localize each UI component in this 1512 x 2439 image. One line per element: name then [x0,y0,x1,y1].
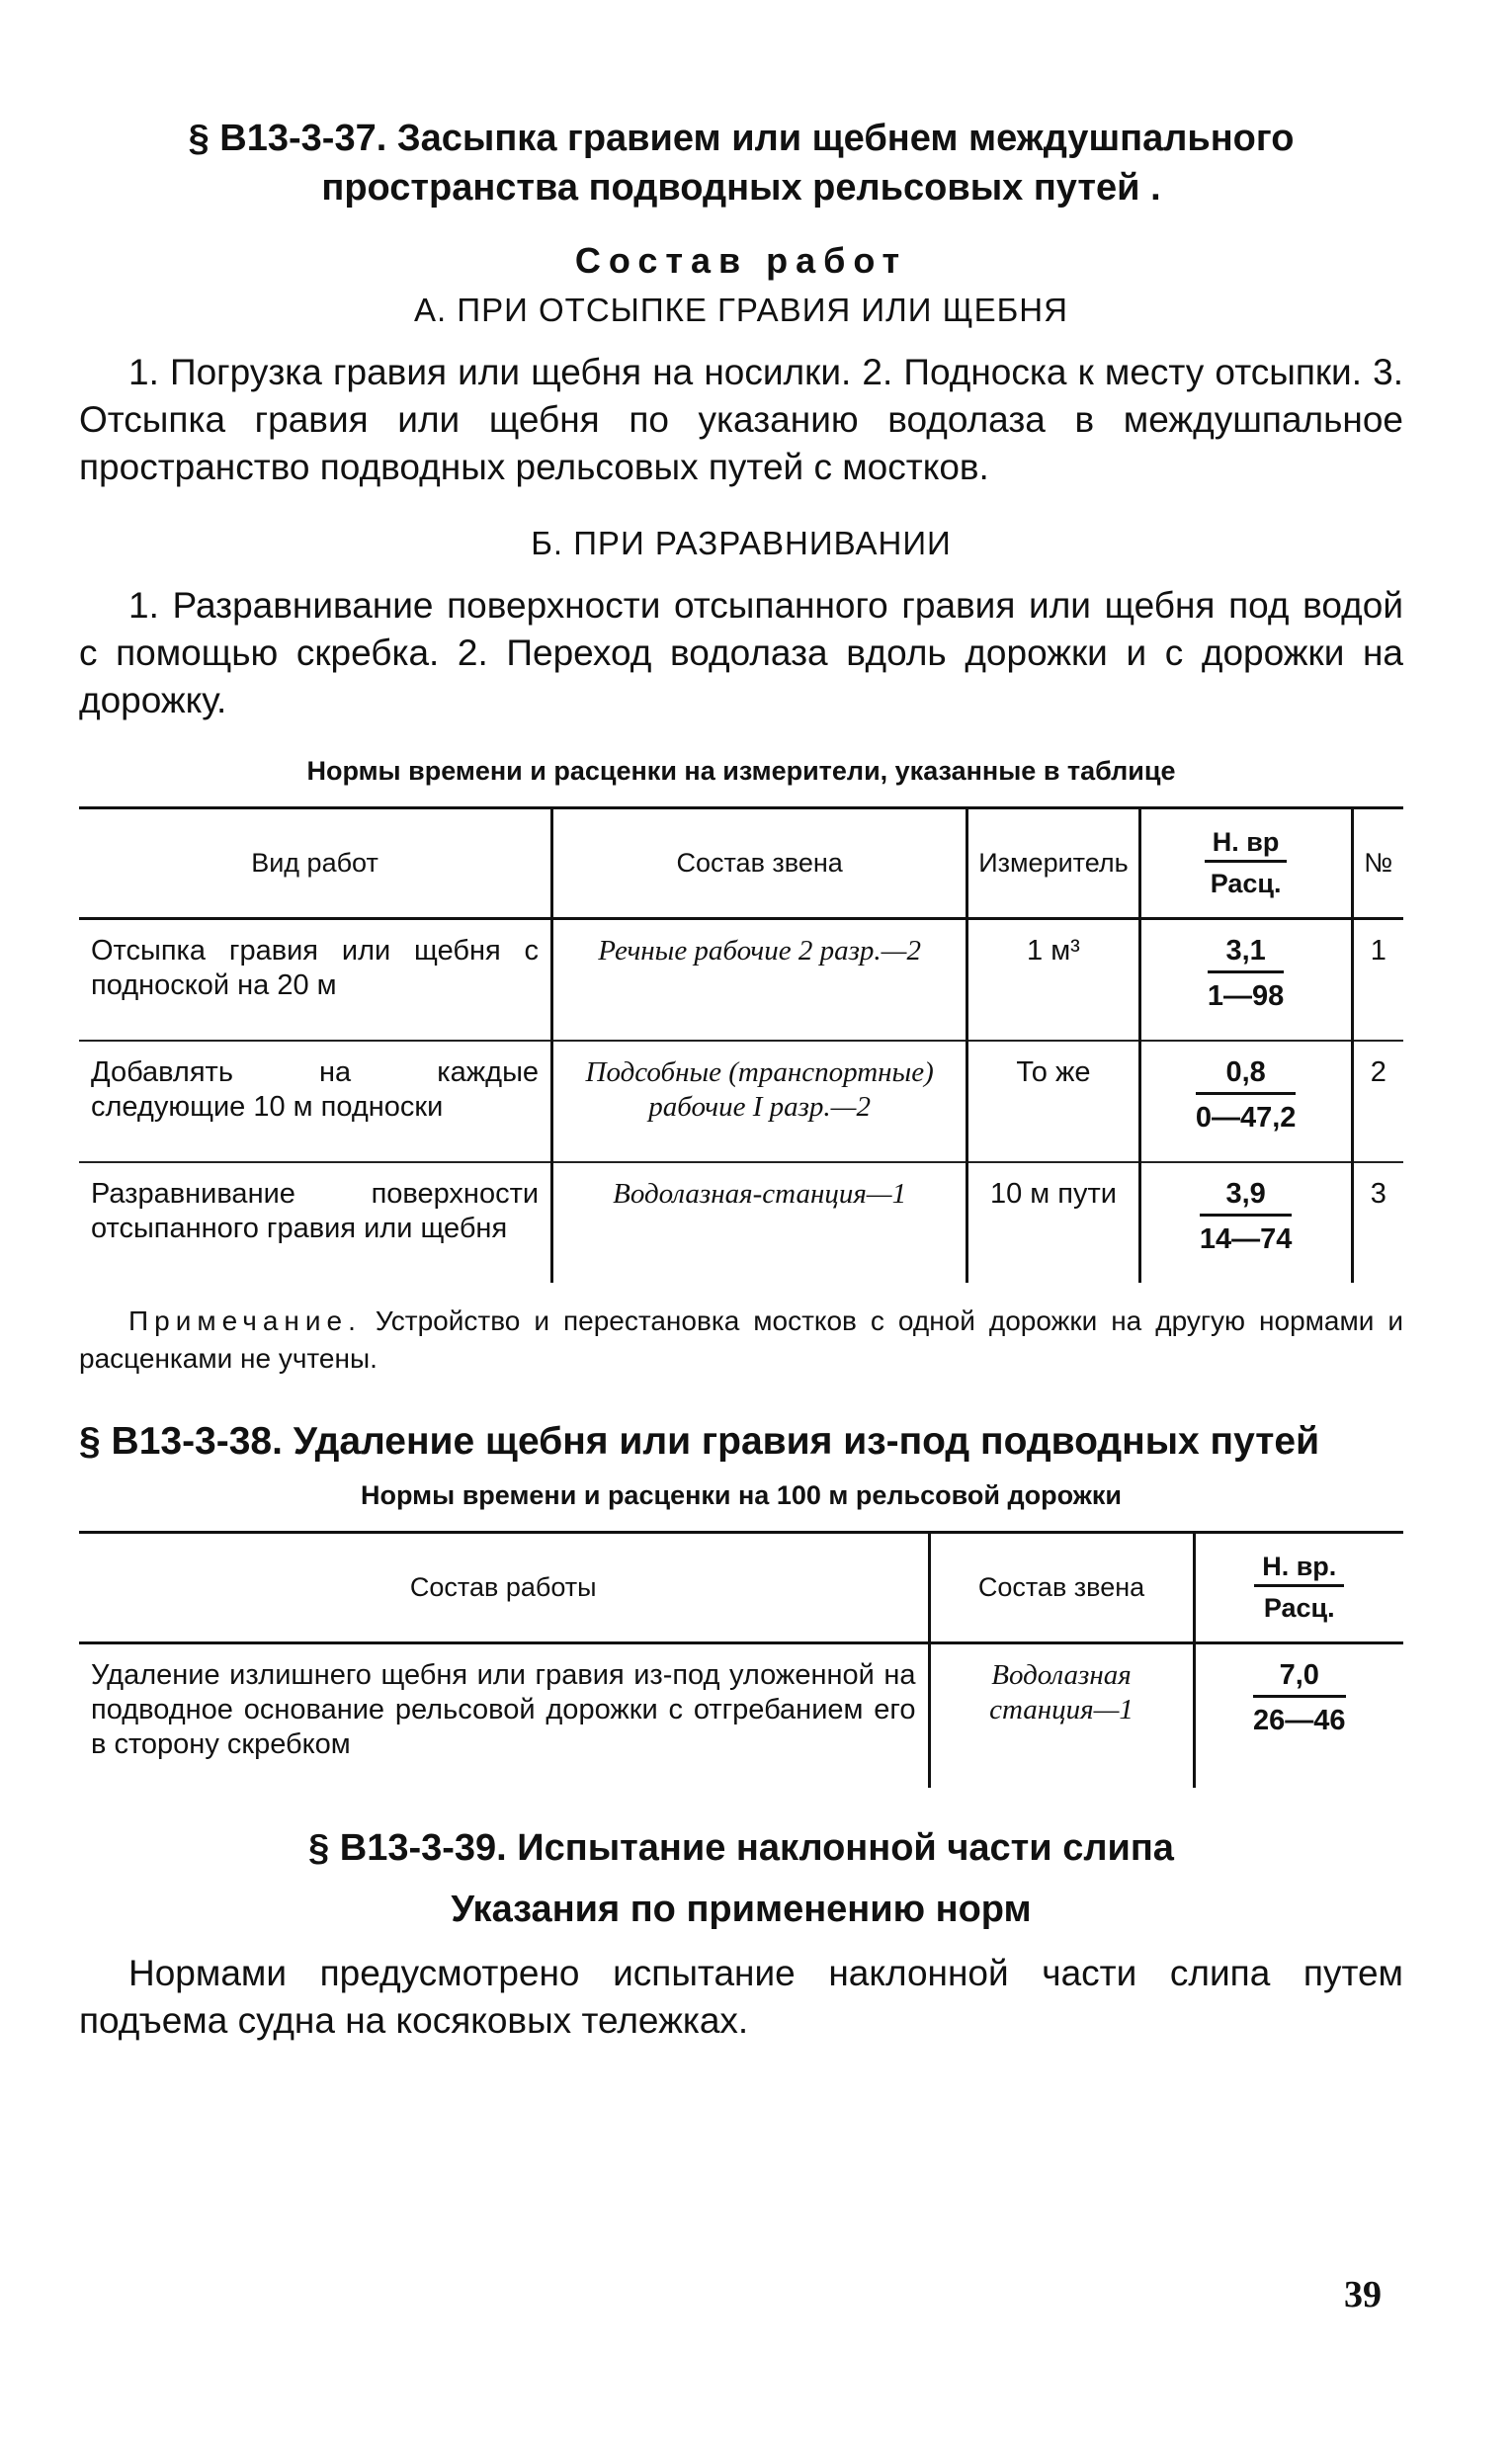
cell-number: 1 [1352,919,1403,1042]
header-norm [1139,808,1352,919]
cell-rate: 14—74 [1199,1223,1293,1255]
cell-rate: 0—47,2 [1195,1102,1297,1134]
header-norm [1194,1533,1403,1643]
table2-caption: Нормы времени и расценки на 100 м рельсовой дорожки [361,1480,1122,1510]
note-text: Устройство и перестановка мостков с одной дорожки на другую нормами и расценками не учтены. [79,1305,1403,1374]
header-norm-time: Н. вр [1205,827,1288,863]
header-number: № [1352,808,1403,919]
section-heading [79,114,1403,212]
header-rate: Расц. [1210,869,1282,898]
table1-note [79,1303,1403,1378]
cell-norm: 3,1 [1208,934,1284,973]
cell-rate: 26—46 [1252,1705,1346,1736]
header-unit: Измеритель [967,808,1139,919]
cell-work: Удаление излишнего щебня или гравия из-под уложенной на подводное основание рельсовой дорожки с отгребанием его в сторону скребком [79,1643,929,1789]
table-row [79,919,1403,1042]
cell-work: Добавлять на каждые следующие 10 м подноски [79,1041,552,1162]
section3-subtitle: Указания по применению норм [451,1889,1032,1930]
cell-norm: 3,9 [1200,1177,1293,1217]
cell-crew: Подсобные (транспортные) рабочие I разр.—2 [552,1041,967,1162]
header-crew: Состав звена [552,808,967,919]
cell-work: Отсыпка гравия или щебня с подноской на 20 м [79,919,552,1042]
work-composition-heading: Состав работ [574,240,908,281]
page-number: 39 [1344,2274,1382,2315]
header-norm-time: Н. вр. [1254,1552,1344,1587]
paragraph-a: 1. Погрузка гравия или щебня на носилки. 2. Подноска к месту отсыпки. 3. Отсыпка гравия или щебня по указанию водолаза в междушпальное пространство подводных рельсовых путей с мостков. [79,352,1403,487]
cell-unit: 10 м пути [967,1162,1139,1283]
norms-table-2 [79,1531,1403,1788]
table-row [79,1643,1403,1789]
header-work-type: Вид работ [79,808,552,919]
cell-number: 3 [1370,1178,1386,1210]
header-crew: Состав звена [929,1533,1194,1643]
section2-title: § В13-3-38. Удаление щебня или гравия из-под подводных путей [79,1420,1320,1463]
cell-number: 2 [1352,1041,1403,1162]
table-header-row [79,1533,1403,1643]
cell-unit: То же [967,1041,1139,1162]
cell-unit: 1 м³ [967,919,1139,1042]
table1-caption: Нормы времени и расценки на измерители, указанные в таблице [306,756,1176,786]
header-work-composition: Состав работы [79,1533,929,1643]
subheading-b: Б. ПРИ РАЗРАВНИВАНИИ [531,525,952,561]
cell-crew: Речные рабочие 2 разр.—2 [552,919,967,1042]
cell-rate: 1—98 [1207,980,1285,1012]
table-row [79,1041,1403,1162]
section-title-line1: § В13-3-37. Засыпка гравием или щебнем междушпального [188,118,1295,159]
page-content [79,114,1403,2045]
note-label: Примечание. [128,1305,362,1336]
header-rate: Расц. [1263,1593,1335,1623]
section3-paragraph: Нормами предусмотрено испытание наклонной части слипа путем подъема судна на косяковых тележках. [79,1953,1403,2041]
cell-norm: 0,8 [1196,1055,1297,1095]
paragraph-b: 1. Разравнивание поверхности отсыпанного гравия или щебня под водой с помощью скребка. 2. Переход водолаза вдоль дорожки и с дорожки на дорожку. [79,585,1403,720]
cell-norm: 7,0 [1253,1658,1346,1698]
table-header-row [79,808,1403,919]
cell-work: Разравнивание поверхности отсыпанного гравия или щебня [79,1162,552,1283]
section-title-line2: пространства подводных рельсовых путей . [321,167,1161,209]
subheading-a: А. ПРИ ОТСЫПКЕ ГРАВИЯ ИЛИ ЩЕБНЯ [414,292,1068,328]
norms-table-1 [79,806,1403,1283]
section3-title: § В13-3-39. Испытание наклонной части слипа [308,1827,1174,1869]
cell-crew: Водолазная-станция—1 [552,1162,967,1283]
table-row [79,1162,1403,1283]
cell-crew: Водолазная станция—1 [929,1643,1194,1789]
